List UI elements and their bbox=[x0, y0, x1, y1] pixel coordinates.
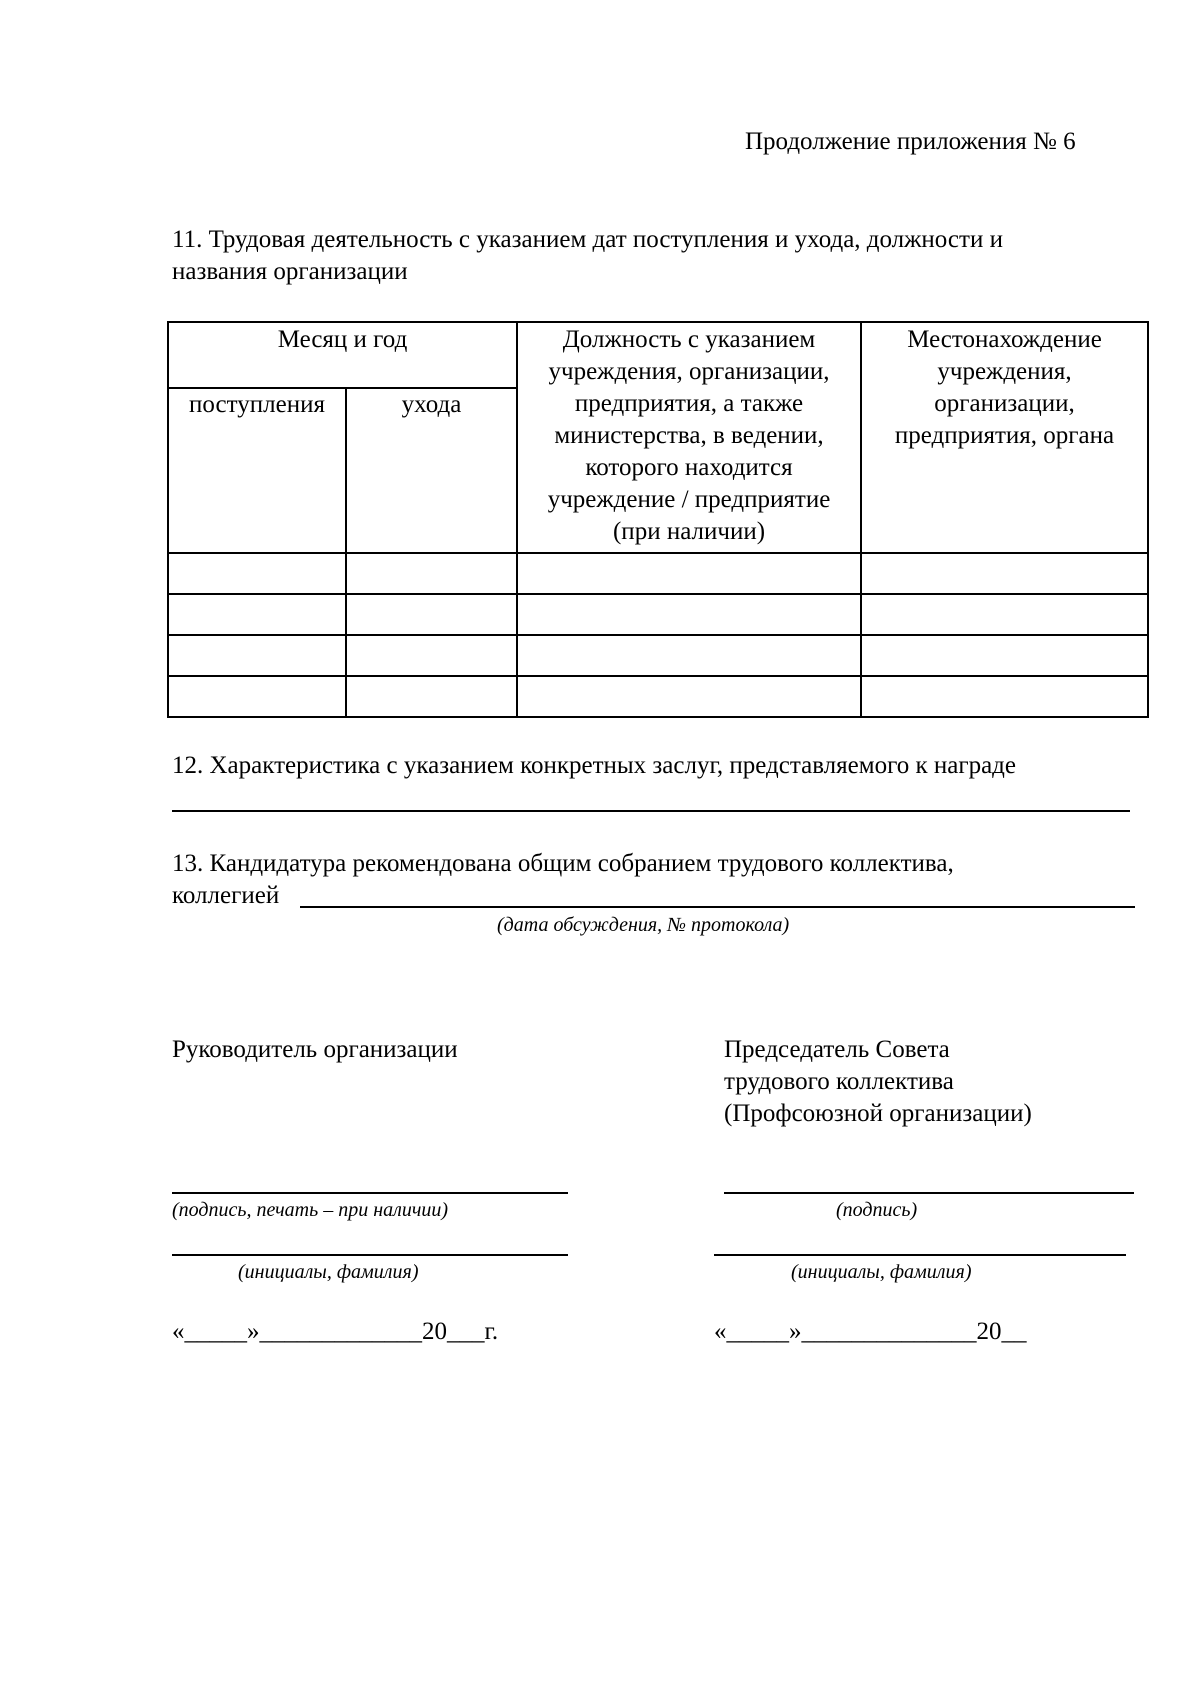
position-line: учреждение / предприятие bbox=[547, 486, 831, 513]
header-entry: поступления bbox=[168, 388, 346, 553]
right-date-line[interactable]: «_____»______________20__ bbox=[714, 1318, 1027, 1345]
work-history-table bbox=[167, 321, 1149, 718]
right-sign-title-1: Председатель Совета bbox=[724, 1036, 950, 1063]
left-name-line[interactable] bbox=[172, 1254, 568, 1256]
table-cell[interactable] bbox=[346, 635, 517, 676]
table-cell[interactable] bbox=[861, 635, 1148, 676]
section-13-line-2: коллегией bbox=[172, 882, 280, 909]
location-line: организации, bbox=[934, 390, 1075, 417]
table-row bbox=[168, 676, 1148, 717]
location-line: Местонахождение bbox=[907, 326, 1102, 353]
table-cell[interactable] bbox=[861, 676, 1148, 717]
section-12-text: 12. Характеристика с указанием конкретных заслуг, представляемого к награде bbox=[172, 752, 1016, 779]
right-name-caption: (инициалы, фамилия) bbox=[791, 1261, 972, 1283]
section-11-line-1: 11. Трудовая деятельность с указанием дат поступления и ухода, должности и bbox=[172, 226, 1003, 253]
table-cell[interactable] bbox=[168, 676, 346, 717]
header-position bbox=[517, 322, 861, 553]
header-location bbox=[861, 322, 1148, 553]
position-line: которого находится bbox=[585, 454, 793, 481]
position-line: министерства, в ведении, bbox=[554, 422, 824, 449]
right-signature-caption: (подпись) bbox=[836, 1199, 918, 1221]
header-leave: ухода bbox=[346, 388, 517, 553]
table-cell[interactable] bbox=[346, 553, 517, 594]
table-cell[interactable] bbox=[861, 553, 1148, 594]
table-cell[interactable] bbox=[517, 676, 861, 717]
location-line: учреждения, bbox=[937, 358, 1072, 385]
position-line: учреждения, организации, bbox=[548, 358, 830, 385]
table-cell[interactable] bbox=[346, 594, 517, 635]
table-cell[interactable] bbox=[517, 553, 861, 594]
section-11-line-2: названия организации bbox=[172, 258, 408, 285]
table-cell[interactable] bbox=[861, 594, 1148, 635]
table-cell[interactable] bbox=[168, 635, 346, 676]
table-row bbox=[168, 594, 1148, 635]
table-row bbox=[168, 635, 1148, 676]
table-row bbox=[168, 553, 1148, 594]
right-signature-line[interactable] bbox=[724, 1192, 1134, 1194]
left-signature-caption: (подпись, печать – при наличии) bbox=[172, 1199, 449, 1221]
position-line: предприятия, а также bbox=[574, 390, 804, 417]
left-name-caption: (инициалы, фамилия) bbox=[238, 1261, 419, 1283]
right-name-line[interactable] bbox=[714, 1254, 1126, 1256]
table-cell[interactable] bbox=[168, 594, 346, 635]
right-sign-title-2: трудового коллектива bbox=[724, 1068, 954, 1095]
right-sign-title-3: (Профсоюзной организации) bbox=[724, 1100, 1032, 1127]
characteristic-line[interactable] bbox=[172, 810, 1130, 812]
left-date-line[interactable]: «_____»_____________20___г. bbox=[172, 1318, 499, 1345]
discussion-date-line[interactable] bbox=[300, 906, 1135, 908]
section-13-line-1: 13. Кандидатура рекомендована общим собранием трудового коллектива, bbox=[172, 850, 954, 877]
appendix-title: Продолжение приложения № 6 bbox=[745, 128, 1076, 155]
left-signature-line[interactable] bbox=[172, 1192, 568, 1194]
position-line: (при наличии) bbox=[612, 518, 766, 545]
table-cell[interactable] bbox=[168, 553, 346, 594]
table-cell[interactable] bbox=[517, 594, 861, 635]
discussion-caption: (дата обсуждения, № протокола) bbox=[497, 914, 790, 936]
table-cell[interactable] bbox=[517, 635, 861, 676]
left-sign-title: Руководитель организации bbox=[172, 1036, 458, 1063]
location-line: предприятия, органа bbox=[894, 422, 1115, 449]
table-cell[interactable] bbox=[346, 676, 517, 717]
position-line: Должность с указанием bbox=[562, 326, 816, 353]
header-month-year: Месяц и год bbox=[168, 322, 517, 388]
